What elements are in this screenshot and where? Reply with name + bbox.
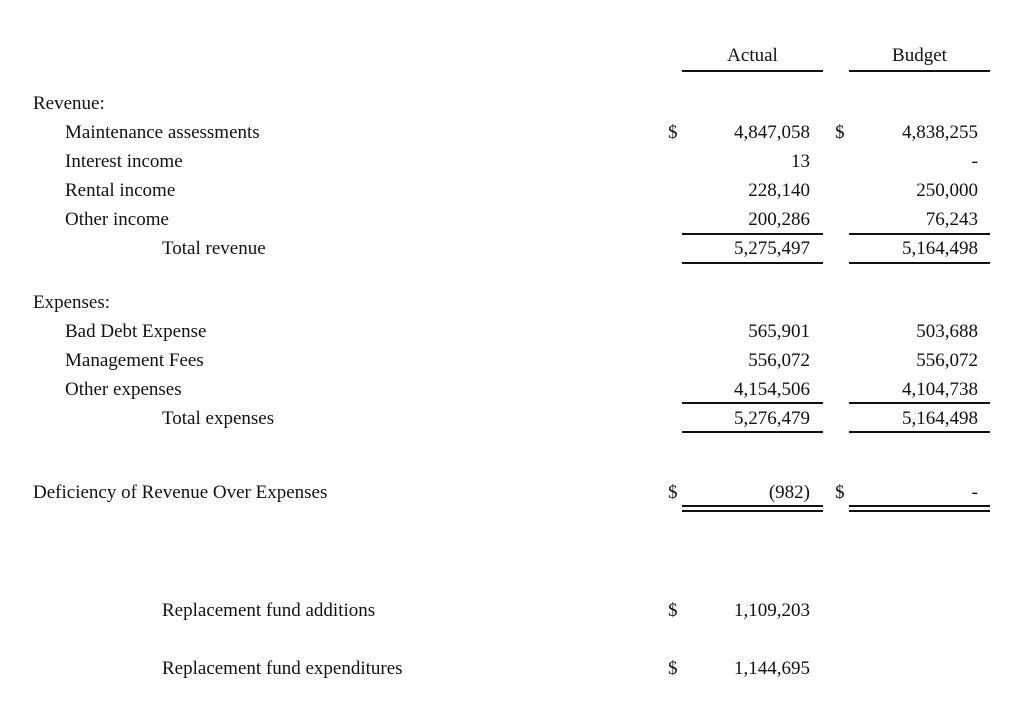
expense-item-label: Management Fees (65, 350, 204, 371)
revenue-item-budget: 76,243 (925, 209, 978, 230)
revenue-item-actual: 200,286 (748, 209, 810, 230)
replacement-fund-expenditures-label: Replacement fund expenditures (162, 658, 403, 679)
header-underline-budget (849, 70, 990, 72)
deficiency-actual: (982) (768, 482, 810, 503)
subtotal-rule-actual (682, 402, 823, 404)
replacement-fund-additions-label: Replacement fund additions (162, 600, 376, 621)
subtotal-rule-actual (682, 233, 823, 235)
replacement-fund-additions-value: 1,109,203 (734, 600, 810, 621)
deficiency-label: Deficiency of Revenue Over Expenses (33, 482, 328, 503)
double-underline-actual (682, 505, 823, 512)
expense-item-budget: 4,104,738 (902, 379, 978, 400)
revenue-item-actual: 13 (791, 151, 810, 172)
expenses-heading: Expenses: (33, 292, 111, 313)
double-underline-budget (849, 505, 990, 512)
currency-symbol: $ (835, 482, 845, 503)
column-header-actual: Actual (727, 45, 778, 66)
total-expenses-budget: 5,164,498 (902, 408, 978, 429)
subtotal-rule-budget (849, 402, 990, 404)
currency-symbol: $ (668, 122, 678, 143)
total-rule-actual (682, 262, 823, 264)
total-expenses-actual: 5,276,479 (734, 408, 810, 429)
currency-symbol: $ (668, 482, 678, 503)
revenue-item-label: Maintenance assessments (65, 122, 260, 143)
subtotal-rule-budget (849, 233, 990, 235)
expense-item-budget: 556,072 (916, 350, 978, 371)
revenue-item-label: Interest income (65, 151, 183, 172)
currency-symbol: $ (668, 658, 678, 679)
revenue-item-actual: 4,847,058 (734, 122, 810, 143)
total-revenue-budget: 5,164,498 (902, 238, 978, 259)
total-rule-budget (849, 431, 990, 433)
revenue-item-budget: - (971, 151, 978, 172)
currency-symbol: $ (835, 122, 845, 143)
expense-item-label: Bad Debt Expense (65, 321, 207, 342)
revenue-item-budget: 250,000 (916, 180, 978, 201)
expense-item-actual: 565,901 (748, 321, 810, 342)
total-revenue-actual: 5,275,497 (734, 238, 810, 259)
revenue-item-actual: 228,140 (748, 180, 810, 201)
revenue-item-label: Rental income (65, 180, 176, 201)
column-header-budget: Budget (892, 45, 947, 66)
revenue-heading: Revenue: (33, 93, 105, 114)
total-rule-budget (849, 262, 990, 264)
expense-item-budget: 503,688 (916, 321, 978, 342)
expense-item-actual: 556,072 (748, 350, 810, 371)
expense-item-actual: 4,154,506 (734, 379, 810, 400)
expense-item-label: Other expenses (65, 379, 182, 400)
header-underline-actual (682, 70, 823, 72)
revenue-item-label: Other income (65, 209, 169, 230)
total-expenses-label: Total expenses (162, 408, 275, 429)
deficiency-budget: - (971, 482, 978, 503)
total-rule-actual (682, 431, 823, 433)
currency-symbol: $ (668, 600, 678, 621)
replacement-fund-expenditures-value: 1,144,695 (734, 658, 810, 679)
revenue-item-budget: 4,838,255 (902, 122, 978, 143)
total-revenue-label: Total revenue (162, 238, 266, 259)
